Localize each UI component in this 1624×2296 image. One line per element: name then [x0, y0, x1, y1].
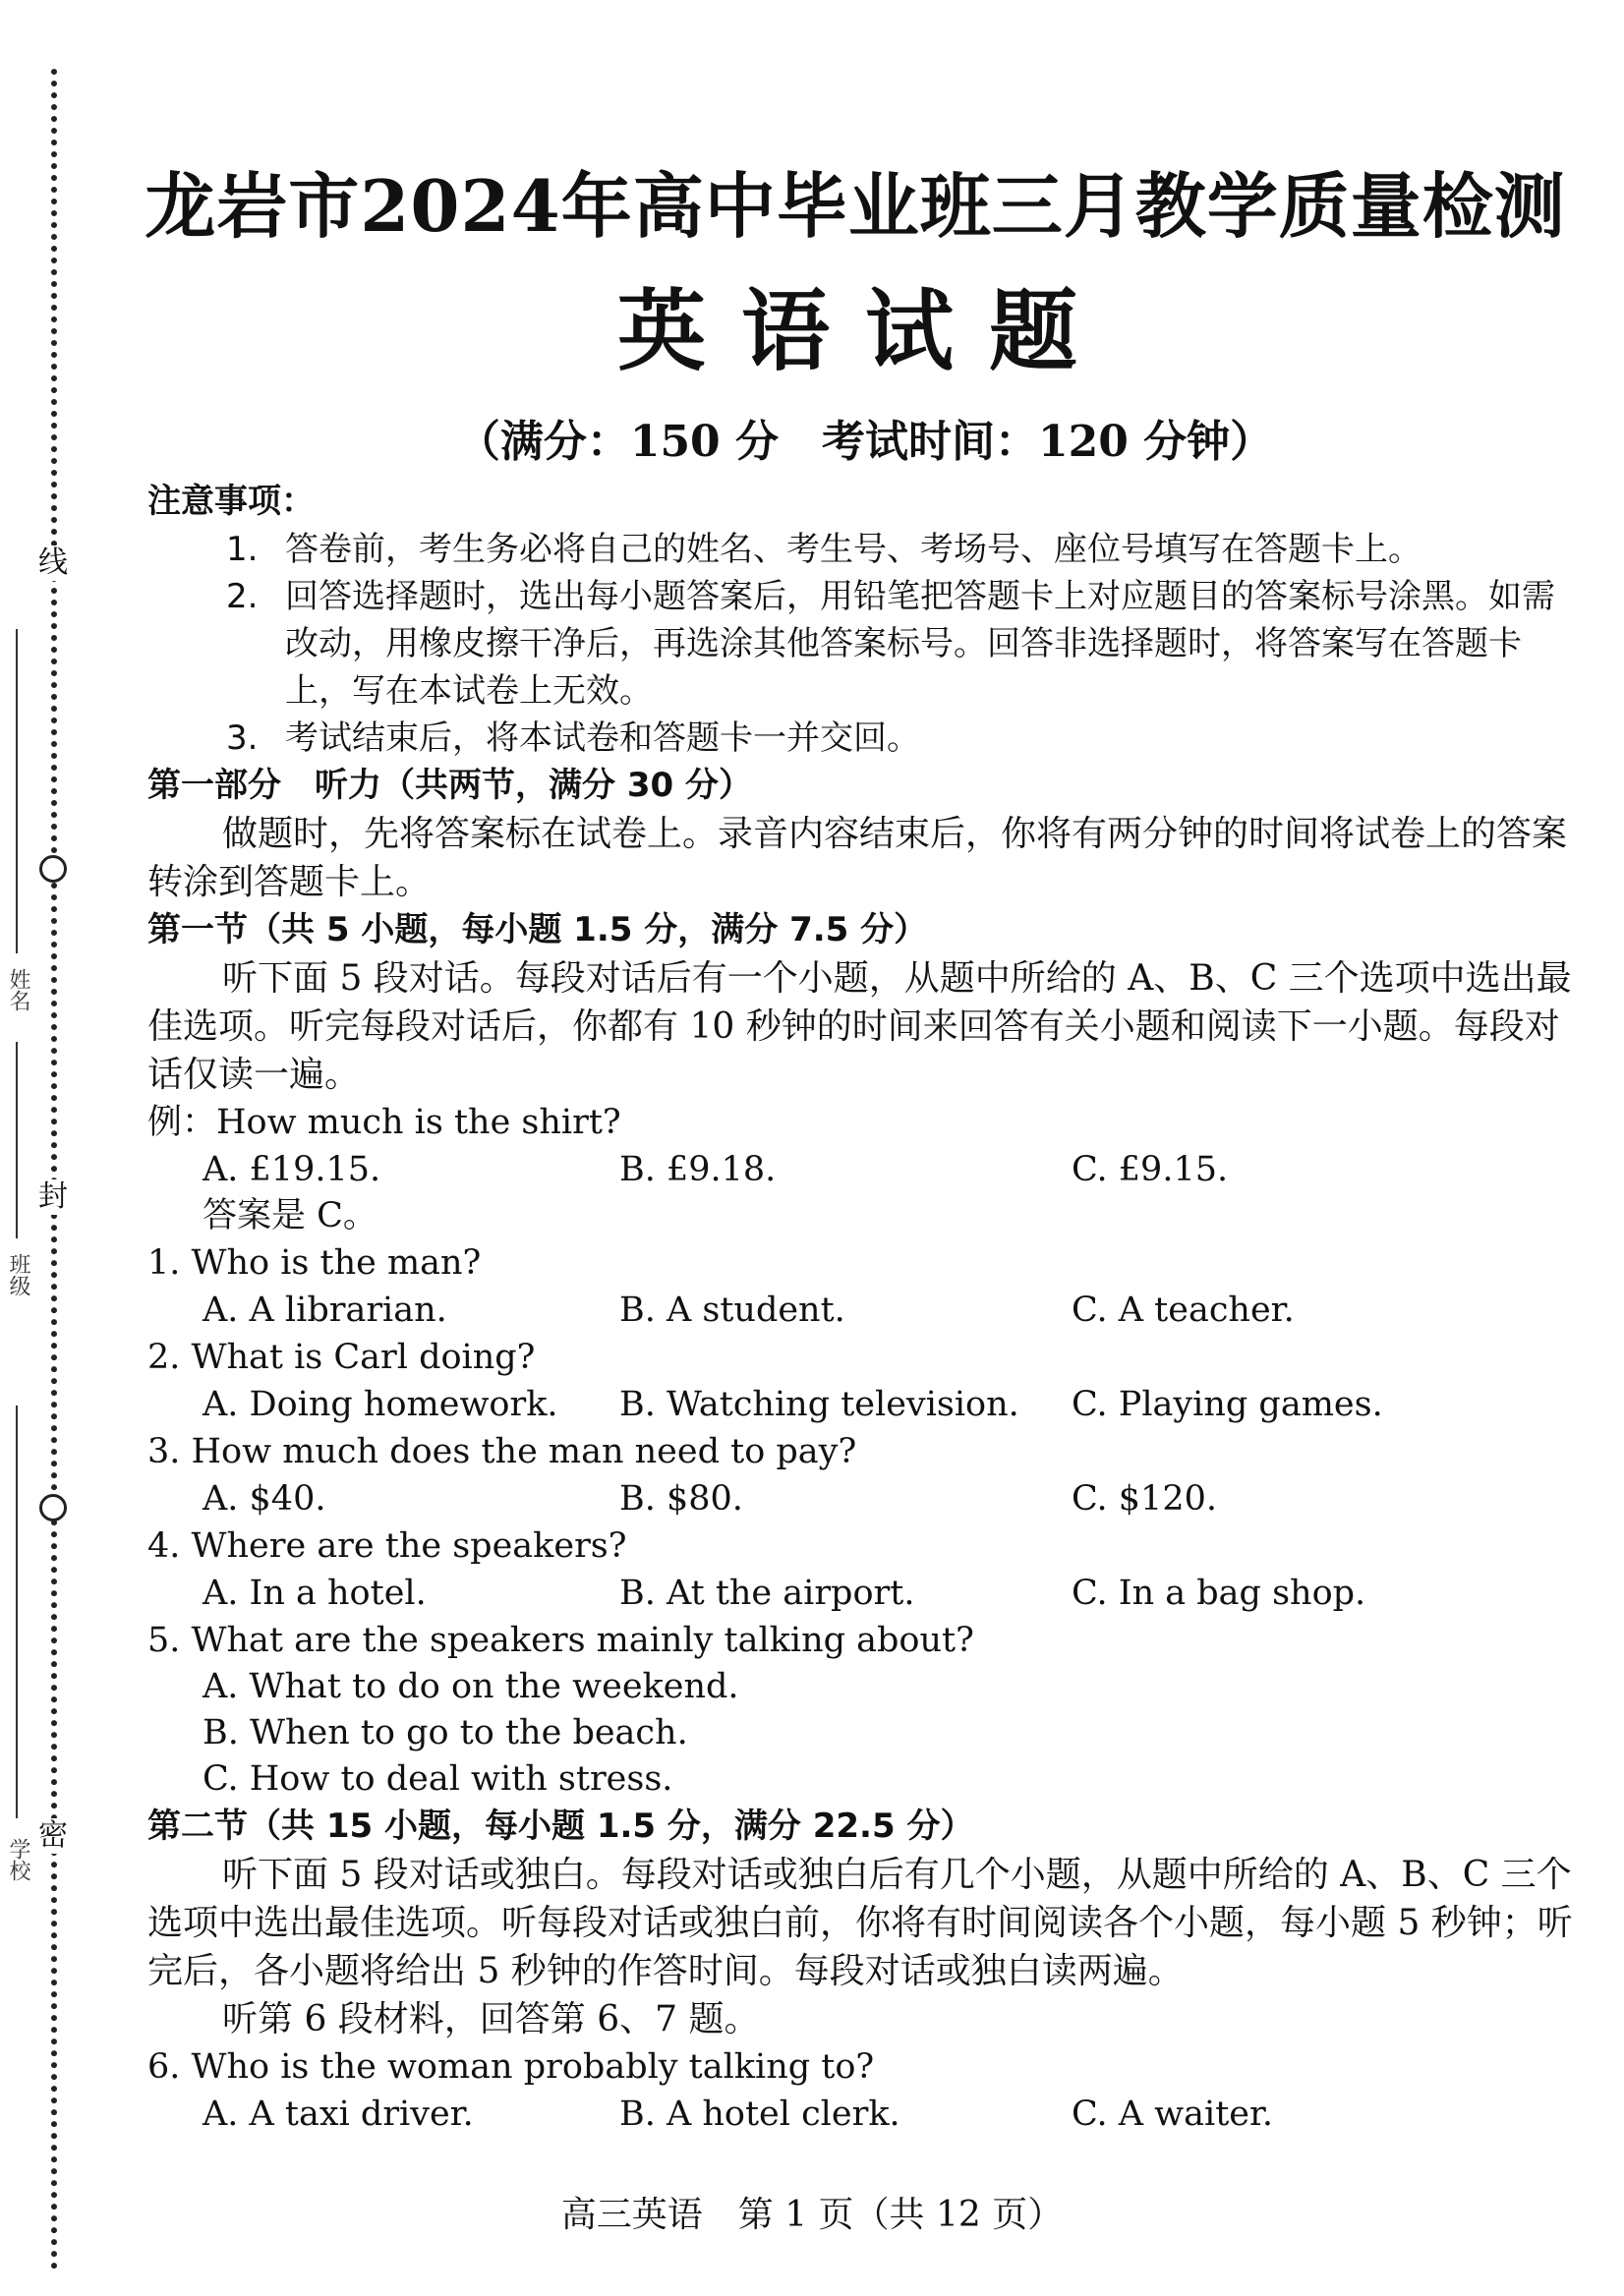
- class-field-line: [16, 1042, 18, 1238]
- option-a: A. In a hotel.: [203, 1574, 427, 1613]
- option-c: C. $120.: [1072, 1479, 1217, 1519]
- seal-mark-line: 线: [35, 545, 71, 581]
- score-info: （满分：150 分 考试时间：120 分钟）: [456, 417, 1274, 467]
- part1-intro: 做题时，先将答案标在试卷上。录音内容结束后，你将有两分钟的时间将试卷上的答案转涂到答题卡上。: [147, 814, 1568, 902]
- section1-intro: 听下面 5 段对话。每段对话后有一个小题，从题中所给的 A、B、C 三个选项中选出最佳选项。听完每段对话后，你都有 10 秒钟的时间来回答有关小题和阅读下一小题。每段对话仅读一遍。: [147, 958, 1572, 1095]
- seal-circle: [39, 855, 67, 883]
- school-field-label: 学校: [6, 1838, 30, 1881]
- option-c: C. How to deal with stress.: [203, 1759, 673, 1799]
- section2-heading: 第二节（共 15 小题，每小题 1.5 分，满分 22.5 分）: [147, 1807, 974, 1846]
- question-5: 5. What are the speakers mainly talking about?: [147, 1621, 974, 1660]
- option-b: B. £9.18.: [619, 1150, 777, 1189]
- option-b: B. Watching television.: [619, 1385, 1019, 1424]
- section1-heading: 第一节（共 5 小题，每小题 1.5 分，满分 7.5 分）: [147, 910, 928, 949]
- seal-circle: [39, 1494, 67, 1521]
- exam-subject: 英语试题: [617, 279, 1113, 383]
- option-b: B. A hotel clerk.: [619, 2095, 900, 2134]
- seal-dotted-line: [51, 69, 57, 2270]
- option-b: B. When to go to the beach.: [203, 1713, 688, 1752]
- option-a: A. A taxi driver.: [203, 2095, 474, 2134]
- option-c: C. A teacher.: [1072, 1291, 1295, 1330]
- option-b: B. A student.: [619, 1291, 845, 1330]
- question-1: 1. Who is the man?: [147, 1243, 482, 1283]
- option-c: C. In a bag shop.: [1072, 1574, 1366, 1613]
- option-c: C. £9.15.: [1072, 1150, 1229, 1189]
- section2-intro: 听下面 5 段对话或独白。每段对话或独白后有几个小题，从题中所给的 A、B、C 三个选项中选出最佳选项。听每段对话或独白前，你将有时间阅读各个小题，每小题 5 秒钟；听完后，各小题将给出 5 秒钟的作答时间。每段对话或独白读两遍。: [147, 1855, 1573, 1991]
- binding-margin: [0, 0, 128, 2296]
- notice-item: 1. 答卷前，考生务必将自己的姓名、考生号、考场号、座位号填写在答题卡上。: [226, 530, 1421, 569]
- option-a: A. What to do on the weekend.: [203, 1667, 739, 1706]
- seal-mark-seal: 封: [35, 1179, 71, 1215]
- question-2: 2. What is Carl doing?: [147, 1338, 536, 1377]
- notice-item: 3. 考试结束后，将本试卷和答题卡一并交回。: [226, 718, 920, 758]
- option-a: A. Doing homework.: [203, 1385, 558, 1424]
- question-3: 3. How much does the man need to pay?: [147, 1432, 857, 1471]
- question-2-options: [147, 1381, 1583, 1428]
- notice-heading: 注意事项：: [147, 482, 315, 521]
- seal-mark-secret: 密: [35, 1818, 71, 1854]
- notice-item: 2. 回答选择题时，选出每小题答案后，用铅笔把答题卡上对应题目的答案标号涂黑。如需改动，用橡皮擦干净后，再选涂其他答案标号。回答非选择题时，将答案写在答题卡上，写在本试卷上无效。: [226, 577, 1555, 711]
- name-field-line: [16, 629, 18, 953]
- notice-list: [226, 526, 1583, 762]
- class-field-label: 班级: [6, 1253, 30, 1296]
- option-c: C. Playing games.: [1072, 1385, 1383, 1424]
- question-3-options: [147, 1475, 1583, 1522]
- exam-title: 龙岩市2024年高中毕业班三月教学质量检测: [145, 164, 1566, 248]
- question-6: 6. Who is the woman probably talking to?: [147, 2047, 875, 2087]
- example-question: 例：How much is the shirt?: [147, 1103, 621, 1142]
- option-b: B. At the airport.: [619, 1574, 915, 1613]
- option-a: A. £19.15.: [203, 1150, 381, 1189]
- part1-heading: 第一部分 听力（共两节，满分 30 分）: [147, 766, 752, 805]
- school-field-line: [16, 1406, 18, 1818]
- option-a: A. A librarian.: [203, 1291, 447, 1330]
- example-options: [147, 1146, 1583, 1193]
- page-footer: 高三英语 第 1 页（共 12 页）: [560, 2195, 1064, 2235]
- example-answer: 答案是 C。: [203, 1196, 377, 1235]
- question-4-options: [147, 1570, 1583, 1617]
- option-b: B. $80.: [619, 1479, 743, 1519]
- section2-material: 听第 6 段材料，回答第 6、7 题。: [222, 1999, 760, 2039]
- exam-page: [147, 157, 1583, 2138]
- question-1-options: [147, 1287, 1583, 1334]
- question-6-options: [147, 2091, 1583, 2138]
- question-4: 4. Where are the speakers?: [147, 1526, 627, 1566]
- name-field-label: 姓名: [6, 968, 30, 1011]
- option-c: C. A waiter.: [1072, 2095, 1273, 2134]
- option-a: A. $40.: [203, 1479, 326, 1519]
